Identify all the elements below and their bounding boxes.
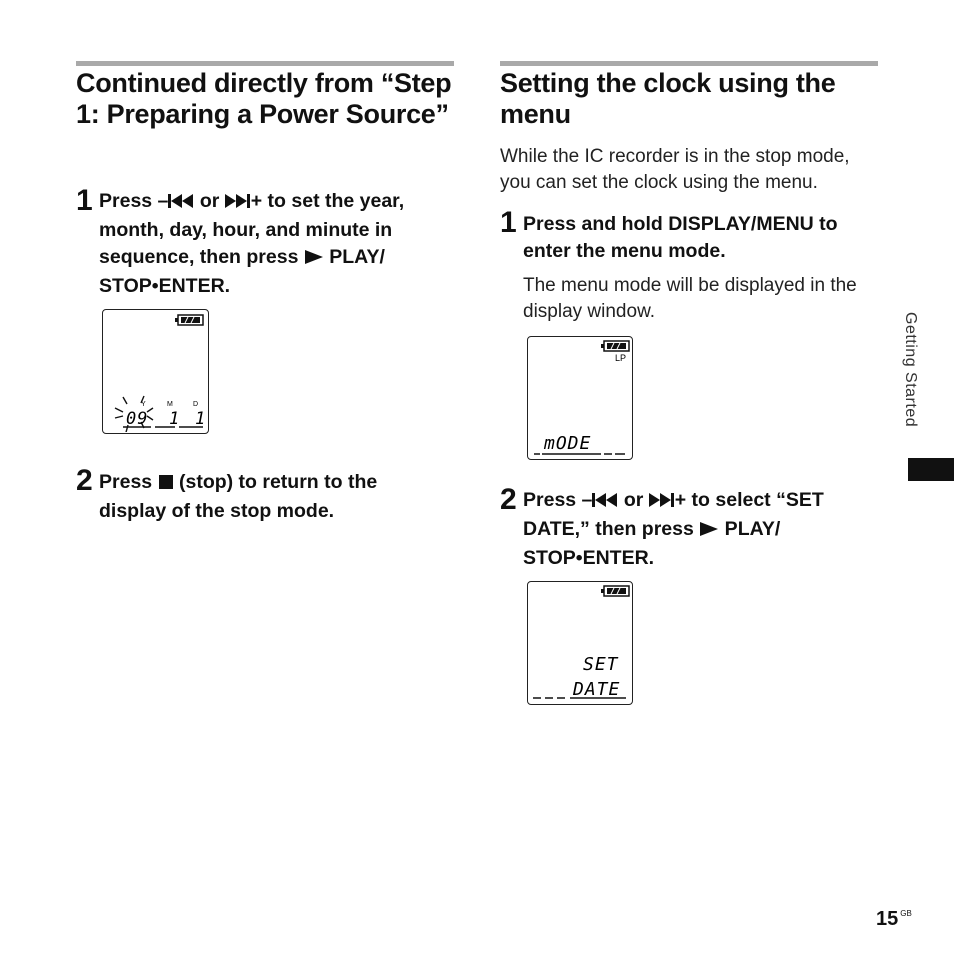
right-step1-note: The menu mode will be displayed in the display window. bbox=[523, 275, 857, 322]
battery-icon bbox=[601, 586, 629, 596]
mode-text: mODE bbox=[544, 433, 592, 454]
right-step2-text: Press – or + to select “SET DATE,” then press PLAY/ STOP•ENTER. bbox=[523, 489, 824, 569]
stop-icon bbox=[158, 471, 174, 498]
left-heading-rule bbox=[76, 61, 454, 66]
lcd-display-date bbox=[102, 309, 209, 434]
right-intro: While the IC recorder is in the stop mode, you can set the clock using the menu. bbox=[500, 146, 850, 193]
month-value: 1 bbox=[169, 409, 180, 429]
left-step1-text: Press – or + to set the year, month, day, hour, and minute in sequence, then press PLAY/ STOP•ENTER. bbox=[99, 190, 405, 297]
left-step2-text: Press (stop) to return to the display of the stop mode. bbox=[99, 471, 378, 522]
lcd-display-mode bbox=[527, 336, 633, 460]
right-step1-text: Press and hold DISPLAY/MENU to enter the menu mode. bbox=[523, 213, 838, 262]
year-digits: 09 bbox=[126, 409, 149, 429]
play-icon bbox=[304, 246, 324, 273]
month-label: M bbox=[167, 401, 173, 408]
day-label: D bbox=[193, 401, 199, 408]
lcd-display-set-date bbox=[527, 581, 633, 705]
right-step1-number: 1 bbox=[500, 206, 517, 239]
right-heading: Setting the clock using the menu bbox=[500, 68, 836, 129]
lp-indicator: LP bbox=[615, 353, 627, 363]
right-heading-rule bbox=[500, 61, 878, 66]
section-thumb-tab bbox=[908, 458, 954, 481]
battery-icon bbox=[601, 341, 629, 351]
next-track-icon bbox=[225, 190, 251, 217]
play-icon bbox=[699, 518, 719, 545]
left-step1-number: 1 bbox=[76, 184, 93, 217]
left-heading: Continued directly from “Step 1: Preparing a Power Source” bbox=[76, 68, 452, 129]
battery-icon bbox=[175, 315, 203, 325]
previous-track-icon bbox=[592, 489, 618, 516]
set-text: SET bbox=[583, 654, 619, 675]
previous-track-icon bbox=[168, 190, 194, 217]
section-side-label: Getting Started bbox=[902, 312, 919, 428]
right-step2-number: 2 bbox=[500, 483, 517, 516]
left-step2-number: 2 bbox=[76, 464, 93, 497]
day-value: 1 bbox=[195, 409, 206, 429]
year-label: Y bbox=[141, 401, 146, 408]
date-text: DATE bbox=[573, 679, 621, 700]
next-track-icon bbox=[649, 489, 675, 516]
page-number: 15 $^{GB}$ bbox=[876, 908, 912, 930]
